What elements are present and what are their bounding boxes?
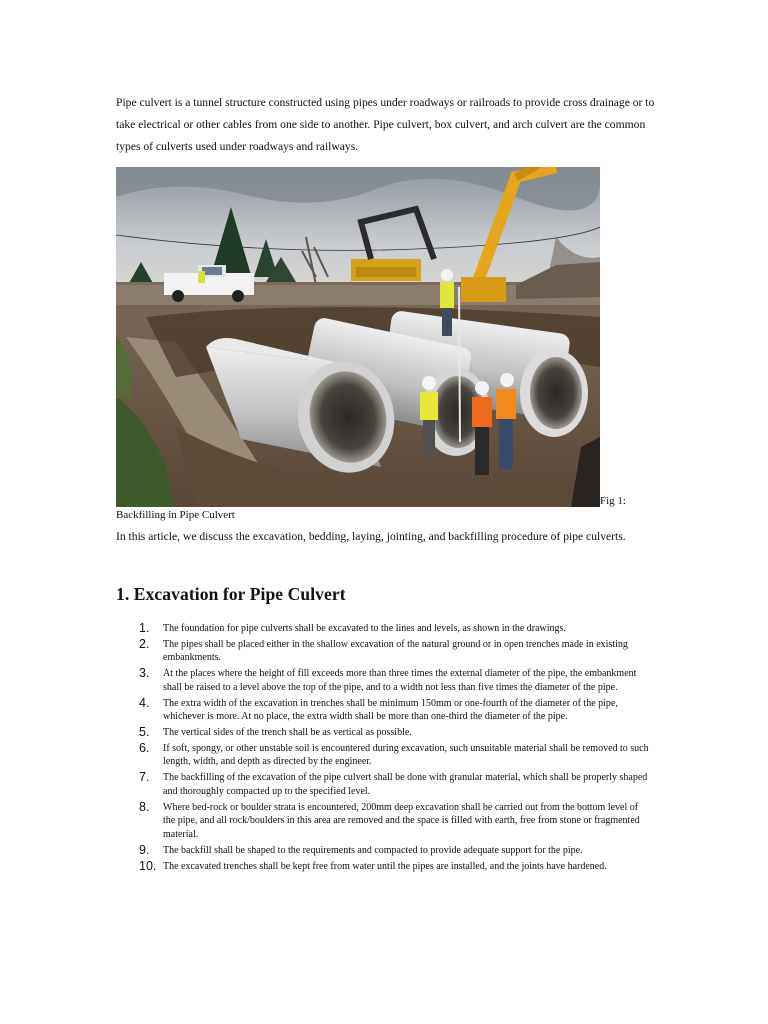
- list-item-number: 8.: [139, 799, 150, 814]
- list-item: [116, 801, 652, 842]
- list-item-text: The excavated trenches shall be kept free from water until the pipes are installed, and the joints have hardened.: [163, 860, 607, 872]
- list-item: [116, 860, 652, 874]
- figure-caption-title: Backfilling in Pipe Culvert: [116, 509, 235, 521]
- list-item-text: The backfill shall be shaped to the requirements and compacted to provide adequate support for the pipe.: [163, 844, 583, 856]
- list-item: [116, 742, 652, 769]
- list-item-number: 5.: [139, 725, 150, 740]
- pipe-culvert-photo: [116, 167, 600, 507]
- intro-paragraph: Pipe culvert is a tunnel structure constructed using pipes under roadways or railroads to provide cross drainage or to take electrical or other cables from one side to another. Pipe culvert, box culvert, and arch culvert are the common types of culverts used under roadways and railways.: [116, 96, 655, 153]
- article-intro-paragraph: In this article, we discuss the excavation, bedding, laying, jointing, and backfilling procedure of pipe culverts.: [116, 530, 626, 543]
- list-item: [116, 697, 652, 724]
- list-item: [116, 667, 652, 694]
- list-item: [116, 771, 652, 798]
- list-item-text: The vertical sides of the trench shall be as vertical as possible.: [163, 727, 412, 739]
- list-item-number: 4.: [139, 695, 150, 710]
- list-item-text: The backfilling of the excavation of the pipe culvert shall be done with granular material, which shall be properly shaped and thoroughly compacted up to the specified level.: [163, 772, 648, 797]
- list-item-number: 2.: [139, 636, 150, 651]
- list-item-text: The pipes shall be placed either in the shallow excavation of the natural ground or in open trenches made in existing embankments.: [163, 638, 628, 664]
- list-item-number: 6.: [139, 740, 150, 755]
- list-item-text: If soft, spongy, or other unstable soil is encountered during excavation, such unsuitable material shall be removed to such length, width, and depth as directed by the engineer.: [163, 742, 649, 768]
- list-item-number: 3.: [139, 666, 150, 681]
- list-item-text: The foundation for pipe culverts shall be excavated to the lines and levels, as shown in the drawings.: [163, 623, 566, 634]
- figure-caption: Fig 1:: [600, 495, 626, 507]
- list-item-number: 9.: [139, 842, 150, 857]
- list-item: [116, 622, 652, 636]
- list-item-text: The extra width of the excavation in trenches shall be minimum 150mm or one-fourth of the diameter of the pipe, whichever is more. At no place, the extra width shall be more than one-third the diameter of the pipe.: [163, 697, 618, 723]
- excavation-steps-list: [116, 622, 652, 875]
- list-item-text: Where bed-rock or boulder strata is encountered, 200mm deep excavation shall be carried out from the bottom level of the pipe, and all rock/boulders in this area are removed and the space is filled with earth, free from stone or fragmented material.: [163, 801, 640, 840]
- list-item-number: 10.: [139, 858, 157, 873]
- section-heading: 1. Excavation for Pipe Culvert: [116, 584, 346, 604]
- list-item: [116, 844, 652, 858]
- list-item: [116, 638, 652, 665]
- list-item: [116, 726, 652, 740]
- list-item-text: At the places where the height of fill exceeds more than three times the external diameter of the pipe, the embankment shall be raised to a level above the top of the pipe, and to a width not less than five times the diameter of the pipe.: [163, 668, 637, 693]
- list-item-number: 1.: [139, 621, 150, 635]
- list-item-number: 7.: [139, 770, 150, 785]
